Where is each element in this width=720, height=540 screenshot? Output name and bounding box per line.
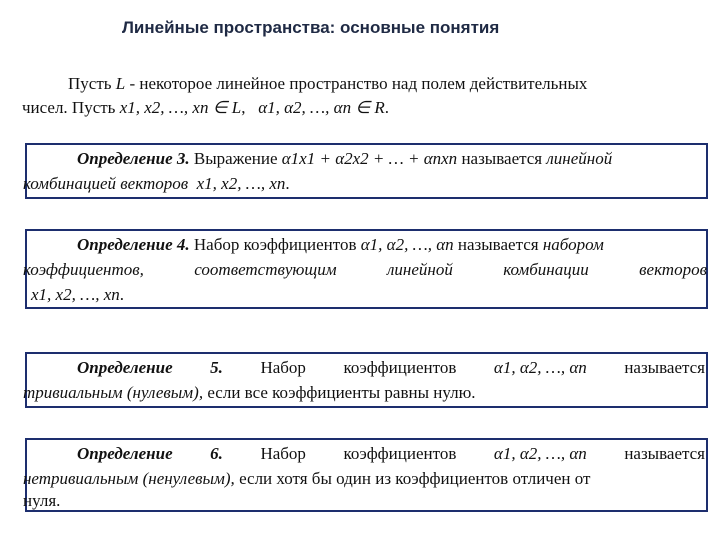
def6-line-2 bbox=[23, 469, 590, 489]
def6-text: называется bbox=[624, 444, 705, 463]
def3-vectors: x1, x2, …, xn bbox=[196, 174, 286, 193]
def4-term: коэффициентов, bbox=[23, 260, 144, 279]
definition-6-box bbox=[25, 438, 708, 512]
linear-combination-formula: α1x1 + α2x2 + … + αnxn bbox=[281, 149, 458, 168]
def5-text: Набор bbox=[260, 358, 306, 377]
def6-text: нуля. bbox=[23, 491, 61, 510]
intro-text: чисел. Пусть bbox=[22, 98, 120, 117]
definition-4-box bbox=[25, 229, 708, 309]
def6-coefficients: α1, α2, …, αn bbox=[493, 444, 587, 463]
def4-term: векторов bbox=[639, 260, 707, 279]
def3-term: комбинацией векторов bbox=[23, 174, 189, 193]
def4-label: Определение 4. bbox=[77, 235, 190, 254]
intro-line-1 bbox=[68, 74, 708, 94]
def5-text: называется bbox=[624, 358, 705, 377]
def6-text: коэффициентов bbox=[343, 444, 457, 463]
def5-line-2 bbox=[23, 383, 476, 403]
def4-line-1 bbox=[77, 235, 705, 255]
def3-text: . bbox=[285, 174, 290, 193]
def4-term: набором bbox=[542, 235, 604, 254]
definition-5-box bbox=[25, 352, 708, 408]
def5-label: 5. bbox=[210, 358, 223, 377]
def3-text: Выражение bbox=[189, 149, 282, 168]
def6-term: нетривиальным (ненулевым), bbox=[23, 469, 235, 488]
def4-term: комбинации bbox=[503, 260, 589, 279]
def4-line-3 bbox=[31, 285, 124, 305]
vectors-formula: x1, x2, …, xn ∈ L bbox=[119, 98, 242, 117]
page-title: Линейные пространства: основные понятия bbox=[122, 18, 500, 37]
def6-line-3 bbox=[23, 491, 60, 511]
intro-text: . bbox=[384, 98, 390, 117]
def5-coefficients: α1, α2, …, αn bbox=[493, 358, 587, 377]
def4-term: линейной bbox=[387, 260, 453, 279]
def6-label: Определение bbox=[77, 444, 173, 463]
def3-label: Определение 3. bbox=[77, 149, 190, 168]
def4-text: называется bbox=[453, 235, 543, 254]
def4-vectors: x1, x2, …, xn bbox=[31, 285, 120, 304]
def5-text: коэффициентов bbox=[343, 358, 457, 377]
def4-coefficients: α1, α2, …, αn bbox=[360, 235, 454, 254]
def6-line-1 bbox=[77, 444, 705, 464]
def6-text: если хотя бы один из коэффициентов отличен от bbox=[234, 469, 591, 488]
def5-line-1 bbox=[77, 358, 705, 378]
def5-text: если все коэффициенты равны нулю. bbox=[203, 383, 476, 402]
def6-text: Набор bbox=[260, 444, 306, 463]
def5-term: тривиальным (нулевым), bbox=[23, 383, 204, 402]
definition-3-box bbox=[25, 143, 708, 199]
def3-line-1 bbox=[77, 149, 705, 169]
coefficients-formula: α1, α2, …, αn ∈ R bbox=[258, 98, 385, 117]
def3-term: линейной bbox=[546, 149, 613, 168]
def6-label: 6. bbox=[210, 444, 223, 463]
def5-label: Определение bbox=[77, 358, 173, 377]
intro-line-2: чисел. Пусть x1, x2, …, xn ∈ L, α1, α2, …, αn ∈ R. bbox=[22, 98, 390, 117]
def4-text: Набор коэффициентов bbox=[189, 235, 361, 254]
space-symbol: L bbox=[115, 74, 126, 93]
intro-text: - некоторое линейное пространство над полем действительных bbox=[125, 74, 588, 93]
intro-text: Пусть bbox=[68, 74, 116, 93]
def3-text: называется bbox=[457, 149, 547, 168]
def4-term: соответствующим bbox=[194, 260, 337, 279]
def4-text: . bbox=[119, 285, 125, 304]
def3-line-2 bbox=[23, 174, 290, 194]
def4-line-2 bbox=[23, 260, 707, 280]
